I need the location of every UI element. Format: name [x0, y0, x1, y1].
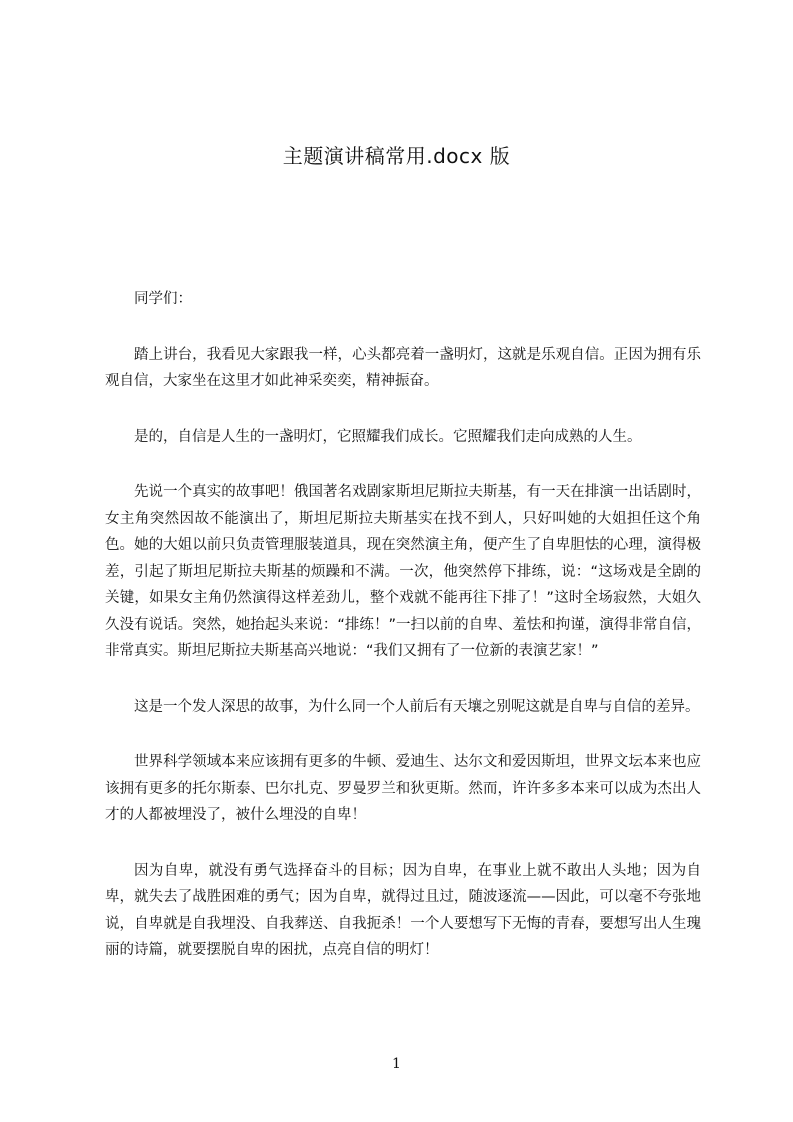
paragraph-6: 因为自卑，就没有勇气选择奋斗的目标；因为自卑，在事业上就不敢出人头地；因为自卑，就失去了战胜困难的勇气；因为自卑，就得过且过，随波逐流——因此，可以毫不夸张地说，自卑就是自我埋没、自我葬送、自我扼杀！一个人要想写下无悔的青春，要想写出人生瑰丽的诗篇，就要摆脱自卑的困扰，点亮自信的明灯！: [105, 862, 701, 958]
paragraph-4: 这是一个发人深思的故事，为什么同一个人前后有天壤之别呢这就是自卑与自信的差异。: [134, 698, 700, 715]
paragraph-1: 踏上讲台，我看见大家跟我一样，心头都亮着一盏明灯，这就是乐观自信。正因为拥有乐观自信，大家坐在这里才如此神采奕奕，精神振奋。: [105, 346, 701, 389]
document-body: [105, 286, 701, 993]
paragraph-5: 世界科学领域本来应该拥有更多的牛顿、爱迪生、达尔文和爱因斯坦，世界文坛本来也应该拥有更多的托尔斯泰、巴尔扎克、罗曼罗兰和狄更斯。然而，许许多多本来可以成为杰出人才的人都被埋没了，被什么埋没的自卑！: [105, 754, 701, 823]
page-number: 1: [392, 1056, 401, 1072]
paragraph-2: 是的，自信是人生的一盏明灯，它照耀我们成长。它照耀我们走向成熟的人生。: [134, 428, 642, 445]
paragraph-greeting: 同学们：: [134, 291, 192, 307]
document-title: 主题演讲稿常用.docx 版: [282, 144, 511, 168]
paragraph-3: 先说一个真实的故事吧！俄国著名戏剧家斯坦尼斯拉夫斯基，有一天在排演一出话剧时，女主角突然因故不能演出了，斯坦尼斯拉夫斯基实在找不到人，只好叫她的大姐担任这个角色。她的大姐以前只负责管理服装道具，现在突然演主角，便产生了自卑胆怯的心理，演得极差，引起了斯坦尼斯拉夫斯基的烦躁和不满。一次，他突然停下排练，说：“这场戏是全剧的关键，如果女主角仍然演得这样差劲儿，整个戏就不能再往下排了！”这时全场寂然，大姐久久没有说话。突然，她抬起头来说：“排练！”一扫以前的自卑、羞怯和拘谨，演得非常自信，非常真实。斯坦尼斯拉夫斯基高兴地说：“我们又拥有了一位新的表演艺家！”: [105, 484, 701, 659]
